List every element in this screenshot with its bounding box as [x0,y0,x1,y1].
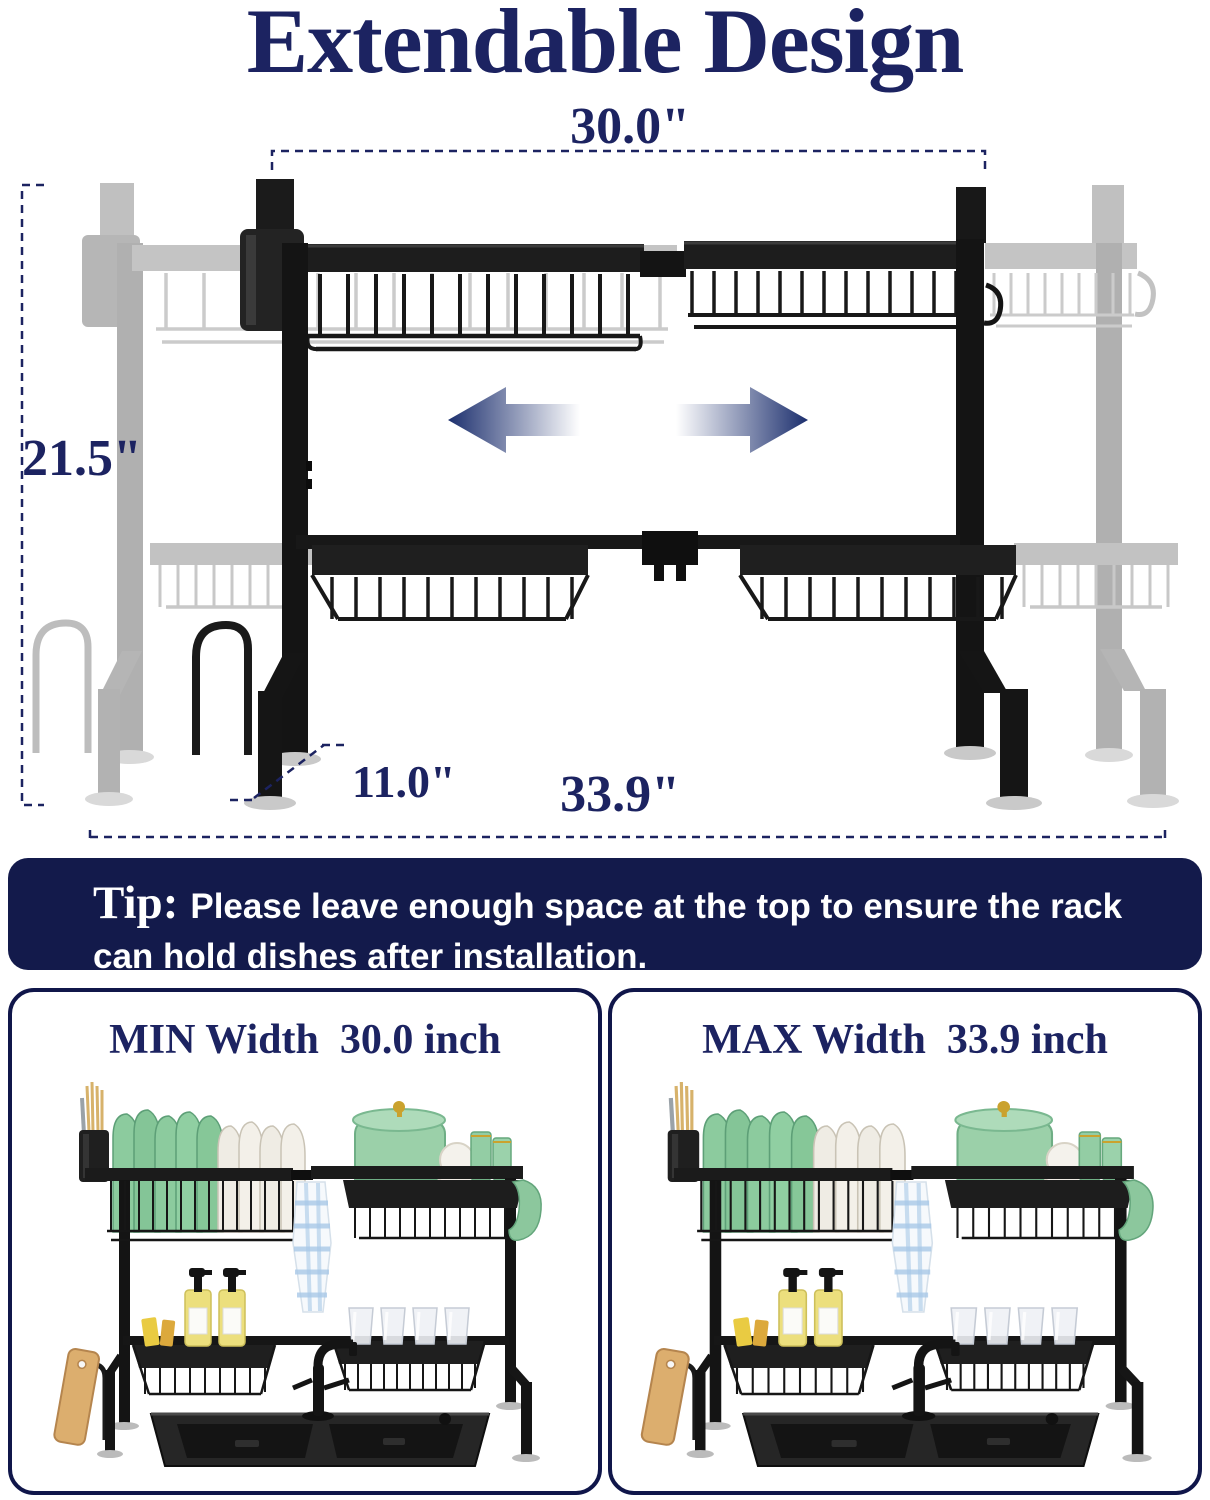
plate-prongs [320,274,628,336]
min-width-heading: MIN Width 30.0 inch [109,1017,501,1063]
page-title: Extendable Design [246,0,964,92]
tip-line1: Please leave enough space at the top to ensure the rack [190,887,1123,926]
front-right-leg [1000,689,1028,801]
lower-basket-left-wires [332,577,572,619]
top-rail-right [684,241,984,269]
side-hook [984,285,1001,323]
bottom-width-dimension-label: 33.9" [560,766,680,823]
max-width-panel [608,988,1202,1495]
extend-left-arrow-icon [448,387,580,453]
extendable-rack-diagram [0,93,1210,858]
depth-dimension-label: 11.0" [352,756,456,807]
min-width-panel [8,988,602,1495]
tip-line2: can hold dishes after installation. [93,937,648,977]
height-dimension-label: 21.5" [22,430,142,487]
min-width-photo [25,1068,585,1468]
lower-junction [642,531,698,565]
ghost-rack-left [36,183,677,806]
cutting-board-holder [196,625,248,755]
tip-label: Tip: [93,877,179,929]
tip-text [93,872,1171,980]
lower-basket-left-rim [312,545,588,575]
max-width-heading: MAX Width 33.9 inch [702,1017,1108,1063]
bottom-width-dimension-line [90,825,1165,838]
extend-right-arrow-icon [676,387,808,453]
black-rack [196,179,1042,810]
cup-basket-wires [692,271,978,315]
tip-banner [8,858,1202,977]
top-rail-left [294,244,644,272]
max-width-photo [625,1068,1185,1468]
top-width-dimension-label: 30.0" [570,98,690,155]
lower-basket-right-rim [740,545,1016,575]
rail-junction [640,251,686,277]
